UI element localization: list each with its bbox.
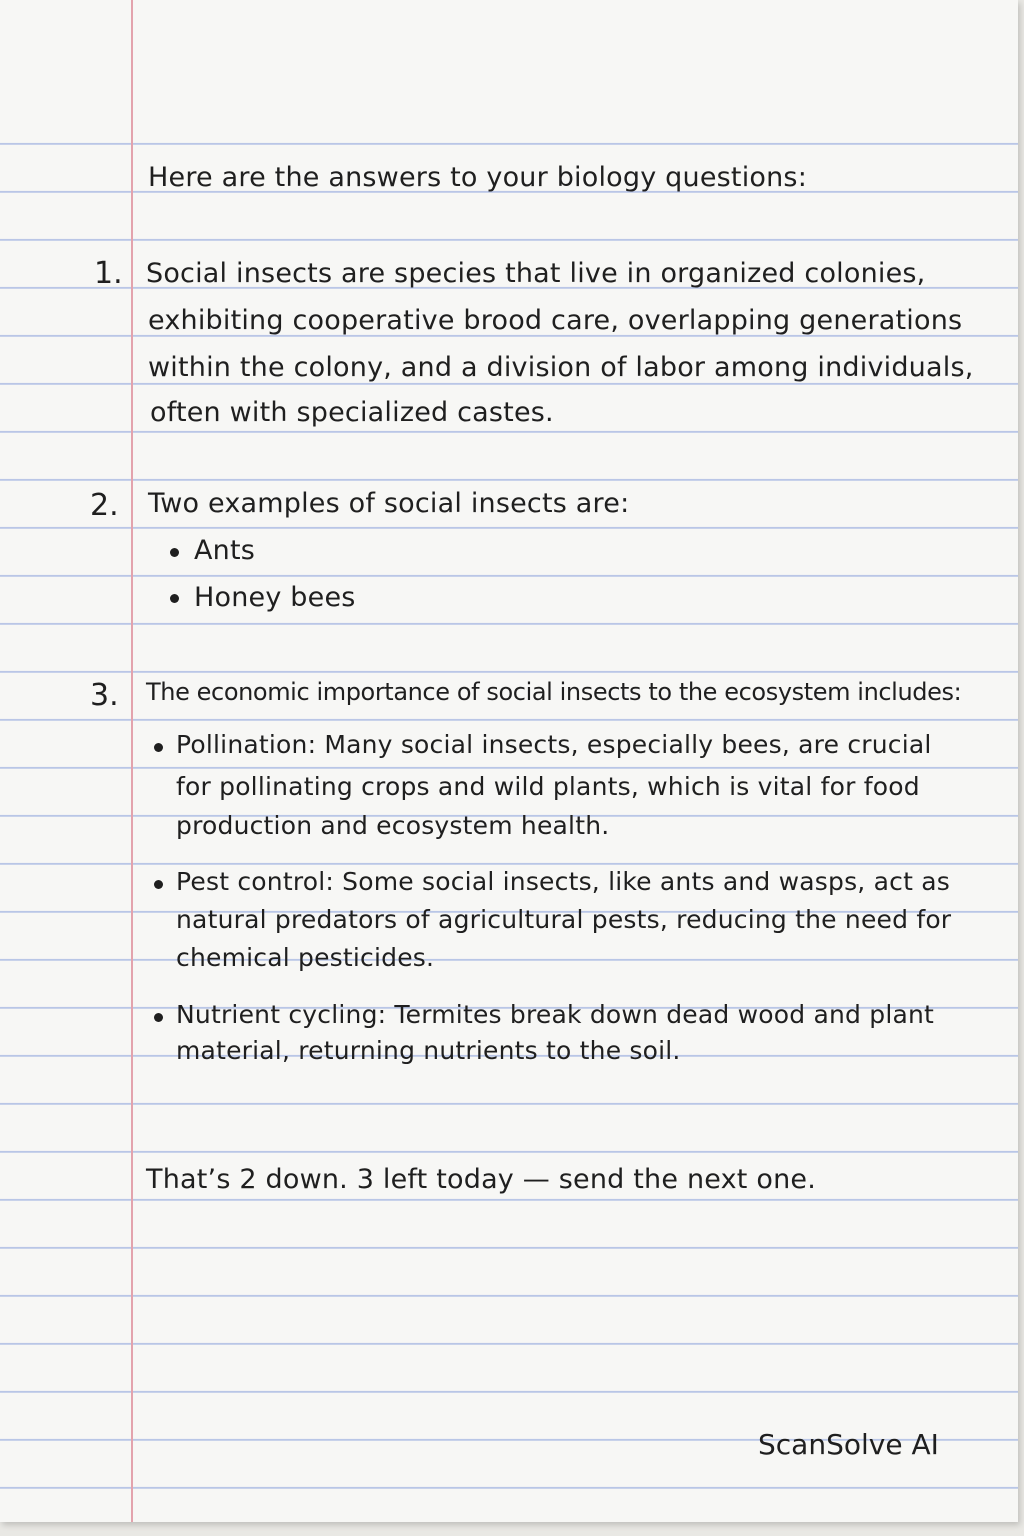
q3-item-1-line-2: for pollinating crops and wild plants, which is vital for food xyxy=(176,772,920,801)
q1-line-4: often with specialized castes. xyxy=(150,397,554,428)
q3-item-1-line-1: Pollination: Many social insects, especially bees, are crucial xyxy=(176,730,932,759)
margin-line xyxy=(131,0,133,1522)
question-2-number: 2. xyxy=(90,488,119,523)
q2-bullet-1: Ants xyxy=(194,535,256,566)
q3-item-1-line-3: production and ecosystem health. xyxy=(176,811,610,840)
bullet-icon xyxy=(154,1013,163,1022)
q1-line-1: Social insects are species that live in organized colonies, xyxy=(146,258,926,289)
closing-text: That’s 2 down. 3 left today — send the next one. xyxy=(146,1164,816,1195)
q3-item-3-line-1: Nutrient cycling: Termites break down dead wood and plant xyxy=(176,1000,935,1029)
bullet-icon xyxy=(170,594,179,603)
q3-item-2-line-1: Pest control: Some social insects, like ants and wasps, act as xyxy=(176,867,950,896)
q1-line-3: within the colony, and a division of labor among individuals, xyxy=(148,352,974,383)
q3-item-3-line-2: material, returning nutrients to the soil. xyxy=(176,1036,681,1065)
bullet-icon xyxy=(154,743,163,752)
bullet-icon xyxy=(154,880,163,889)
intro-text: Here are the answers to your biology questions: xyxy=(148,162,807,193)
question-3-number: 3. xyxy=(90,678,119,713)
q3-lead: The economic importance of social insects to the ecosystem includes: xyxy=(146,678,962,706)
q1-line-2: exhibiting cooperative brood care, overlapping generations xyxy=(148,305,963,336)
question-1-number: 1. xyxy=(94,256,123,291)
q3-item-2-line-2: natural predators of agricultural pests, reducing the need for xyxy=(176,905,952,934)
q2-bullet-2: Honey bees xyxy=(194,582,356,613)
q3-item-2-line-3: chemical pesticides. xyxy=(176,943,435,972)
q2-lead: Two examples of social insects are: xyxy=(148,488,630,519)
bullet-icon xyxy=(170,548,179,557)
brand-label: ScanSolve AI xyxy=(758,1428,939,1461)
